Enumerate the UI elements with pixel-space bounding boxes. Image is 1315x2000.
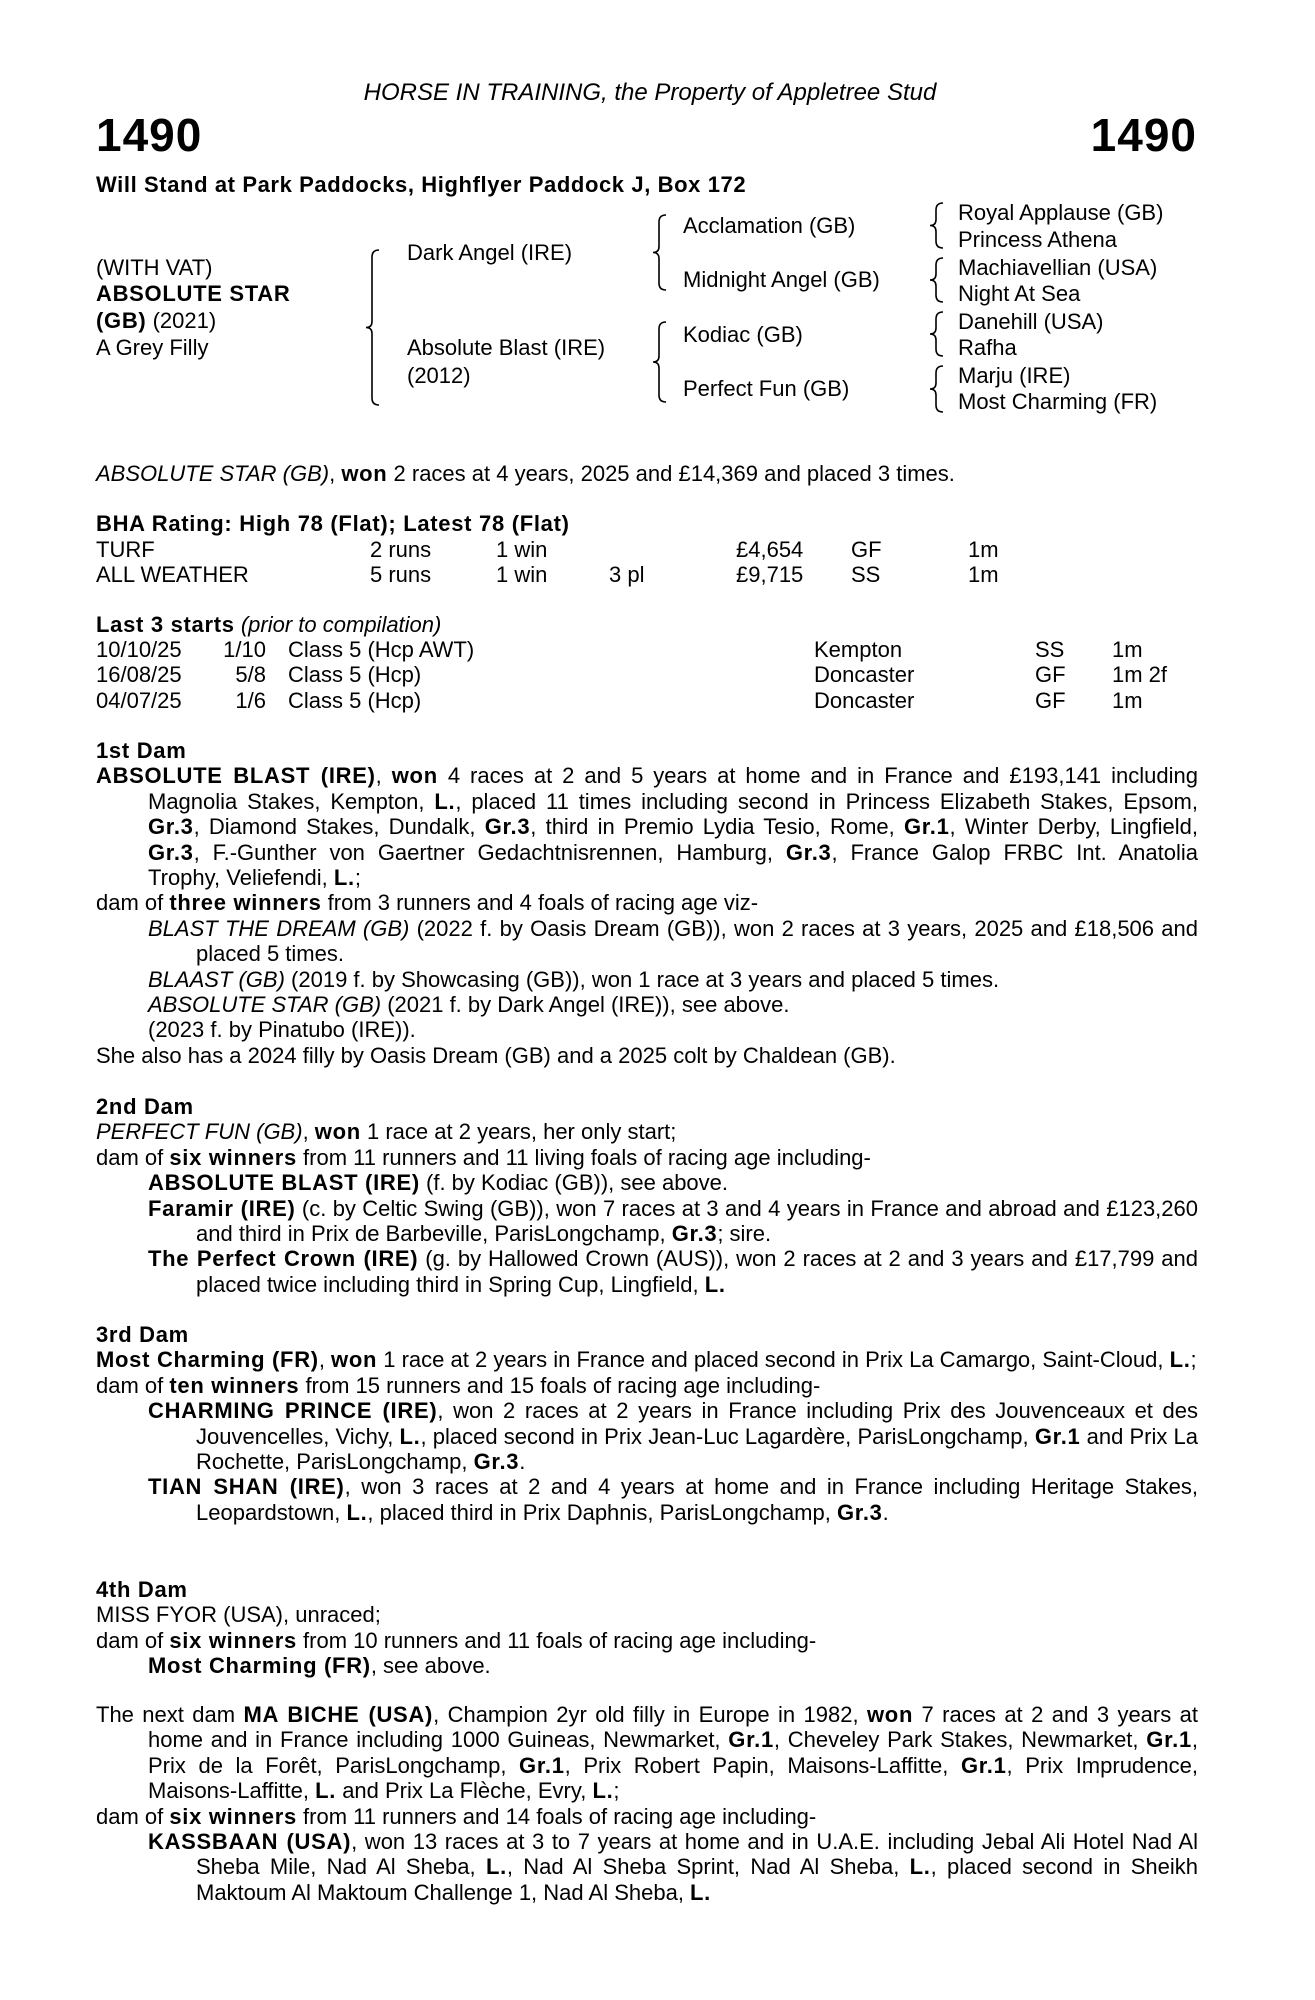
- text-run: , F.-Gunther von Gaertner Gedachtnisrennen, Hamburg,: [193, 839, 786, 865]
- section-title: 3rd Dam: [96, 1322, 189, 1347]
- text-run: , Champion 2yr old filly in Europe in 1982,: [433, 1702, 867, 1727]
- progeny-entry: [148, 1170, 1198, 1195]
- bold-text: Most Charming (FR): [148, 1653, 371, 1679]
- rating-going: SS: [851, 562, 881, 588]
- text-run: , Prix Robert Papin, Maisons-Laffitte,: [564, 1752, 961, 1778]
- ggp-3: Machiavellian (USA): [958, 255, 1158, 280]
- bold-text: Gr.3: [671, 1221, 718, 1247]
- start-going: GF: [1035, 662, 1066, 688]
- text-run: (2019 f. by Showcasing (GB)), won 1 race at 3 years and placed 5 times.: [284, 966, 1000, 992]
- section-paragraph: [96, 1602, 1198, 1627]
- text-run: , placed second in Sheikh Maktoum Al Maktoum Challenge 1, Nad Al Sheba,: [196, 1854, 1198, 1905]
- progeny-entry: [148, 916, 1198, 967]
- text-run: dam of: [96, 1627, 170, 1653]
- bold-text: L.: [704, 1271, 726, 1297]
- dam-sire: Kodiac (GB): [683, 322, 803, 347]
- text-run: from 11 runners and 14 foals of racing age including-: [296, 1803, 817, 1829]
- text-run: ; sire.: [717, 1221, 772, 1247]
- bold-text: Gr.1: [519, 1752, 565, 1778]
- text-run: , Nad Al Sheba Sprint, Nad Al Sheba,: [506, 1854, 910, 1880]
- bold-text: six winners: [169, 1627, 297, 1653]
- dam-section-4: [96, 1577, 1198, 1679]
- section-title: 4th Dam: [96, 1577, 188, 1602]
- race-summary: [96, 461, 955, 486]
- start-race: Class 5 (Hcp): [288, 662, 422, 688]
- text-run: 7 races at 2 and 3 years at home and in France including 1000 Guineas, Newmarket,: [148, 1702, 1198, 1753]
- pedigree-brace: [653, 215, 666, 290]
- dam-year: (2012): [407, 363, 471, 388]
- last-starts-title-line: [96, 612, 441, 637]
- text-run: (c. by Celtic Swing (GB)), won 7 races at 3 and 4 years in France and abroad and £123,260 and third in Prix de Barbeville, ParisLongchamp,: [196, 1195, 1198, 1247]
- pedigree-brace: [930, 366, 943, 412]
- text-run: dam of: [96, 890, 170, 916]
- section-title: 2nd Dam: [96, 1094, 194, 1119]
- last-starts-title: Last 3 starts: [96, 612, 235, 637]
- ggp-1: Royal Applause (GB): [958, 200, 1164, 225]
- text-run: 1 race at 2 years in France and placed second in Prix La Camargo, Saint-Cloud,: [377, 1347, 1170, 1373]
- rating-dist: 1m: [968, 537, 999, 562]
- bold-text: won: [867, 1702, 914, 1727]
- lot-number-right: 1490: [1090, 109, 1197, 161]
- italic-text: ABSOLUTE STAR (GB): [148, 992, 382, 1018]
- text-run: ;: [354, 865, 361, 891]
- pedigree-brace: [930, 258, 943, 302]
- bold-text: Gr.3: [148, 839, 194, 865]
- section-title: 1st Dam: [96, 738, 187, 763]
- bold-text: Gr.1: [903, 814, 950, 840]
- rating-surface: TURF: [96, 537, 155, 562]
- text-run: , Prix de la Forêt, ParisLongchamp,: [148, 1727, 1198, 1778]
- progeny-entry: [148, 1474, 1198, 1525]
- start-distance: 1m: [1112, 687, 1143, 713]
- progeny-entry: [148, 1829, 1198, 1905]
- text-run: from 11 runners and 11 living foals of racing age including-: [296, 1144, 871, 1170]
- bold-text: six winners: [169, 1144, 297, 1170]
- rating-prize: £9,715: [736, 562, 804, 588]
- pedigree-brace: [366, 250, 379, 405]
- section-paragraph: [96, 1119, 1198, 1144]
- bold-text: CHARMING PRINCE (IRE): [148, 1398, 438, 1424]
- text-run: ,: [329, 461, 342, 486]
- start-race: Class 5 (Hcp AWT): [288, 637, 475, 662]
- text-run: (2021 f. by Dark Angel (IRE)), see above.: [381, 992, 790, 1018]
- bold-text: ABSOLUTE BLAST (IRE): [148, 1170, 420, 1196]
- bold-text: ABSOLUTE BLAST (IRE): [96, 763, 376, 789]
- start-venue: Kempton: [814, 637, 903, 662]
- italic-text: BLAAST (GB): [148, 966, 285, 992]
- bold-text: L.: [592, 1778, 614, 1804]
- bold-text: Faramir (IRE): [148, 1195, 296, 1221]
- text-run: , Prix Imprudence, Maisons-Laffitte,: [148, 1752, 1198, 1804]
- start-distance: 1m: [1112, 637, 1143, 662]
- pedigree-brace: [653, 322, 666, 402]
- ggp-5: Danehill (USA): [958, 309, 1104, 334]
- text-run: , Winter Derby, Lingfield,: [949, 814, 1198, 840]
- bold-text: The Perfect Crown (IRE): [148, 1246, 419, 1272]
- dam-section-3: [96, 1322, 1198, 1525]
- italic-text: ABSOLUTE STAR (GB): [96, 461, 330, 486]
- text-run: dam of: [96, 1144, 170, 1170]
- text-run: .: [882, 1499, 889, 1525]
- section-paragraph: [96, 763, 1198, 890]
- rating-wins: 1 win: [496, 562, 548, 588]
- bold-text: Gr.1: [960, 1752, 1007, 1778]
- start-position: 5/8: [235, 662, 266, 688]
- horse-description: A Grey Filly: [96, 335, 209, 360]
- horse-year: (2021): [152, 308, 217, 333]
- text-run: (2023 f. by Pinatubo (IRE)).: [148, 1017, 416, 1043]
- text-run: She also has a 2024 filly by Oasis Dream (GB) and a 2025 colt by Chaldean (GB).: [96, 1042, 896, 1068]
- progeny-entry: [148, 967, 1198, 992]
- bold-text: Gr.3: [484, 814, 531, 840]
- text-run: from 3 runners and 4 foals of racing age viz-: [321, 890, 759, 916]
- bold-text: Gr.3: [836, 1499, 883, 1525]
- text-run: ;: [613, 1778, 620, 1804]
- text-run: dam of: [96, 1372, 170, 1398]
- bold-text: Gr.1: [728, 1727, 774, 1753]
- text-run: (g. by Hallowed Crown (AUS)), won 2 races at 2 and 3 years and £17,799 and placed twice including third in Spring Cup, Lingfield,: [196, 1246, 1198, 1297]
- rating-title: BHA Rating: High 78 (Flat); Latest 78 (Flat): [96, 511, 570, 536]
- text-run: (f. by Kodiac (GB)), see above.: [419, 1170, 729, 1196]
- text-run: 1 race at 2 years, her only start;: [360, 1119, 677, 1145]
- section-paragraph: [96, 1373, 1198, 1398]
- bold-text: three winners: [169, 890, 322, 916]
- lot-number-left: 1490: [96, 109, 203, 161]
- ggp-4: Night At Sea: [958, 281, 1081, 306]
- rating-prize: £4,654: [736, 537, 804, 562]
- start-date: 16/08/25: [96, 662, 182, 688]
- section-paragraph: [96, 1804, 1198, 1829]
- text-run: and Prix La Rochette, ParisLongchamp,: [196, 1423, 1199, 1475]
- text-run: , won 3 races at 2 and 4 years at home and in France including Heritage Stakes, Leopardstown,: [196, 1474, 1198, 1525]
- progeny-entry: [148, 992, 1198, 1017]
- bold-text: Gr.3: [785, 839, 832, 865]
- progeny-entry: [148, 1017, 1198, 1042]
- start-going: SS: [1035, 637, 1065, 662]
- section-paragraph: [96, 1702, 1198, 1804]
- rating-dist: 1m: [968, 562, 999, 588]
- italic-text: PERFECT FUN (GB): [96, 1119, 303, 1145]
- sire-dam: Midnight Angel (GB): [683, 267, 880, 292]
- bold-text: Gr.1: [1034, 1423, 1081, 1449]
- text-run: , won 2 races at 2 years in France including Prix des Jouvenceaux et des Jouvencelles, Vichy,: [196, 1398, 1198, 1449]
- bold-text: L.: [1169, 1347, 1191, 1373]
- section-paragraph: [96, 1043, 1198, 1068]
- text-run: , placed third in Prix Daphnis, ParisLongchamp,: [367, 1499, 837, 1525]
- pedigree-brace: [930, 312, 943, 356]
- rating-runs: 2 runs: [370, 537, 432, 562]
- start-race: Class 5 (Hcp): [288, 687, 422, 713]
- italic-text: BLAST THE DREAM (GB): [148, 915, 410, 941]
- sire: Dark Angel (IRE): [407, 240, 573, 265]
- progeny-entry: [148, 1398, 1198, 1474]
- ggp-8: Most Charming (FR): [958, 389, 1158, 414]
- rating-going: GF: [851, 537, 882, 562]
- progeny-entry: [148, 1196, 1198, 1247]
- start-date: 10/10/25: [96, 637, 182, 662]
- sire-sire: Acclamation (GB): [683, 213, 856, 238]
- start-position: 1/6: [235, 687, 266, 713]
- text-run: .: [519, 1449, 526, 1475]
- pedigree-brace: [930, 203, 943, 248]
- bold-text: L.: [333, 865, 355, 891]
- dam-section-1: [96, 738, 1198, 1068]
- dam-dam: Perfect Fun (GB): [683, 376, 850, 401]
- bold-text: L.: [315, 1778, 337, 1804]
- text-run: , won 13 races at 3 to 7 years at home and in U.A.E. including Jebal Ali Hotel Nad Al Sheba Mile, Nad Al Sheba,: [196, 1829, 1198, 1880]
- rating-runs: 5 runs: [370, 562, 432, 588]
- vat-note: (WITH VAT): [96, 255, 213, 280]
- bold-text: KASSBAAN (USA): [148, 1829, 352, 1855]
- section-paragraph: [96, 890, 1198, 915]
- text-run: , placed second in Prix Jean-Luc Lagardère, ParisLongchamp,: [420, 1423, 1035, 1449]
- start-distance: 1m 2f: [1112, 662, 1168, 688]
- bold-text: won: [331, 1347, 378, 1373]
- text-run: , placed 11 times including second in Princess Elizabeth Stakes, Epsom,: [455, 788, 1198, 814]
- text-run: dam of: [96, 1803, 170, 1829]
- rating-placed: 3 pl: [609, 562, 645, 588]
- bold-text: Gr.3: [148, 814, 194, 840]
- section-paragraph: [96, 1628, 1198, 1653]
- last-starts-note: (prior to compilation): [240, 612, 442, 637]
- text-run: , Diamond Stakes, Dundalk,: [193, 814, 485, 840]
- horse-origin: [96, 308, 216, 334]
- bold-text: L.: [346, 1499, 368, 1525]
- rating-surface: ALL WEATHER: [96, 562, 249, 588]
- text-run: , see above.: [370, 1653, 491, 1679]
- bold-text: won: [341, 461, 388, 486]
- text-run: , France Galop FRBC Int. Anatolia Trophy, Veliefendi,: [148, 839, 1198, 891]
- text-run: ,: [318, 1347, 332, 1373]
- bold-text: Gr.1: [1146, 1727, 1192, 1753]
- bold-text: Gr.3: [473, 1449, 520, 1475]
- start-date: 04/07/25: [96, 687, 182, 713]
- ggp-7: Marju (IRE): [958, 363, 1071, 388]
- bold-text: TIAN SHAN (IRE): [148, 1474, 345, 1500]
- text-run: 4 races at 2 and 5 years at home and in France and £193,141 including Magnolia Stakes, Kempton,: [148, 763, 1198, 814]
- start-venue: Doncaster: [814, 662, 915, 688]
- dam: Absolute Blast (IRE): [407, 335, 606, 360]
- bold-text: Most Charming (FR): [96, 1347, 319, 1373]
- catalogue-header: HORSE IN TRAINING, the Property of Appletree Stud: [363, 79, 937, 106]
- bold-text: L.: [485, 1854, 507, 1880]
- bold-text: won: [314, 1119, 361, 1145]
- stand-location: Will Stand at Park Paddocks, Highflyer Paddock J, Box 172: [96, 172, 747, 197]
- text-run: from 10 runners and 11 foals of racing age including-: [296, 1627, 817, 1653]
- start-going: GF: [1035, 687, 1066, 713]
- ggp-6: Rafha: [958, 335, 1017, 360]
- bold-text: L.: [399, 1423, 421, 1449]
- text-run: The next dam: [96, 1702, 244, 1727]
- dam-section-5: [96, 1702, 1198, 1905]
- horse-name: ABSOLUTE STAR: [96, 281, 291, 306]
- bold-text: L.: [909, 1854, 931, 1880]
- progeny-entry: [148, 1246, 1198, 1297]
- text-run: 2 races at 4 years, 2025 and £14,369 and placed 3 times.: [387, 461, 955, 486]
- bold-text: six winners: [169, 1803, 297, 1829]
- start-venue: Doncaster: [814, 687, 915, 713]
- section-paragraph: [96, 1145, 1198, 1170]
- section-paragraph: [96, 1347, 1198, 1372]
- text-run: and Prix La Flèche, Evry,: [336, 1778, 593, 1804]
- bold-text: won: [391, 763, 438, 789]
- start-position: 1/10: [223, 637, 266, 662]
- text-run: (2022 f. by Oasis Dream (GB)), won 2 races at 3 years, 2025 and £18,506 and placed 5 times.: [196, 915, 1198, 967]
- text-run: from 15 runners and 15 foals of racing age including-: [299, 1372, 821, 1398]
- text-run: , Cheveley Park Stakes, Newmarket,: [773, 1727, 1147, 1753]
- text-run: , third in Premio Lydia Tesio, Rome,: [530, 814, 904, 840]
- dam-section-2: [96, 1094, 1198, 1297]
- bold-text: MA BICHE (USA): [243, 1702, 434, 1727]
- text-run: ,: [375, 763, 392, 789]
- bold-text: L.: [690, 1879, 711, 1905]
- rating-wins: 1 win: [496, 537, 548, 562]
- bold-text: ten winners: [169, 1372, 300, 1398]
- text-run: ,: [302, 1119, 315, 1145]
- text-run: ;: [1190, 1347, 1197, 1373]
- bold-text: L.: [434, 788, 456, 814]
- text-run: MISS FYOR (USA), unraced;: [96, 1602, 381, 1628]
- ggp-2: Princess Athena: [958, 227, 1117, 252]
- horse-country: (GB): [96, 308, 147, 333]
- progeny-entry: [148, 1653, 1198, 1678]
